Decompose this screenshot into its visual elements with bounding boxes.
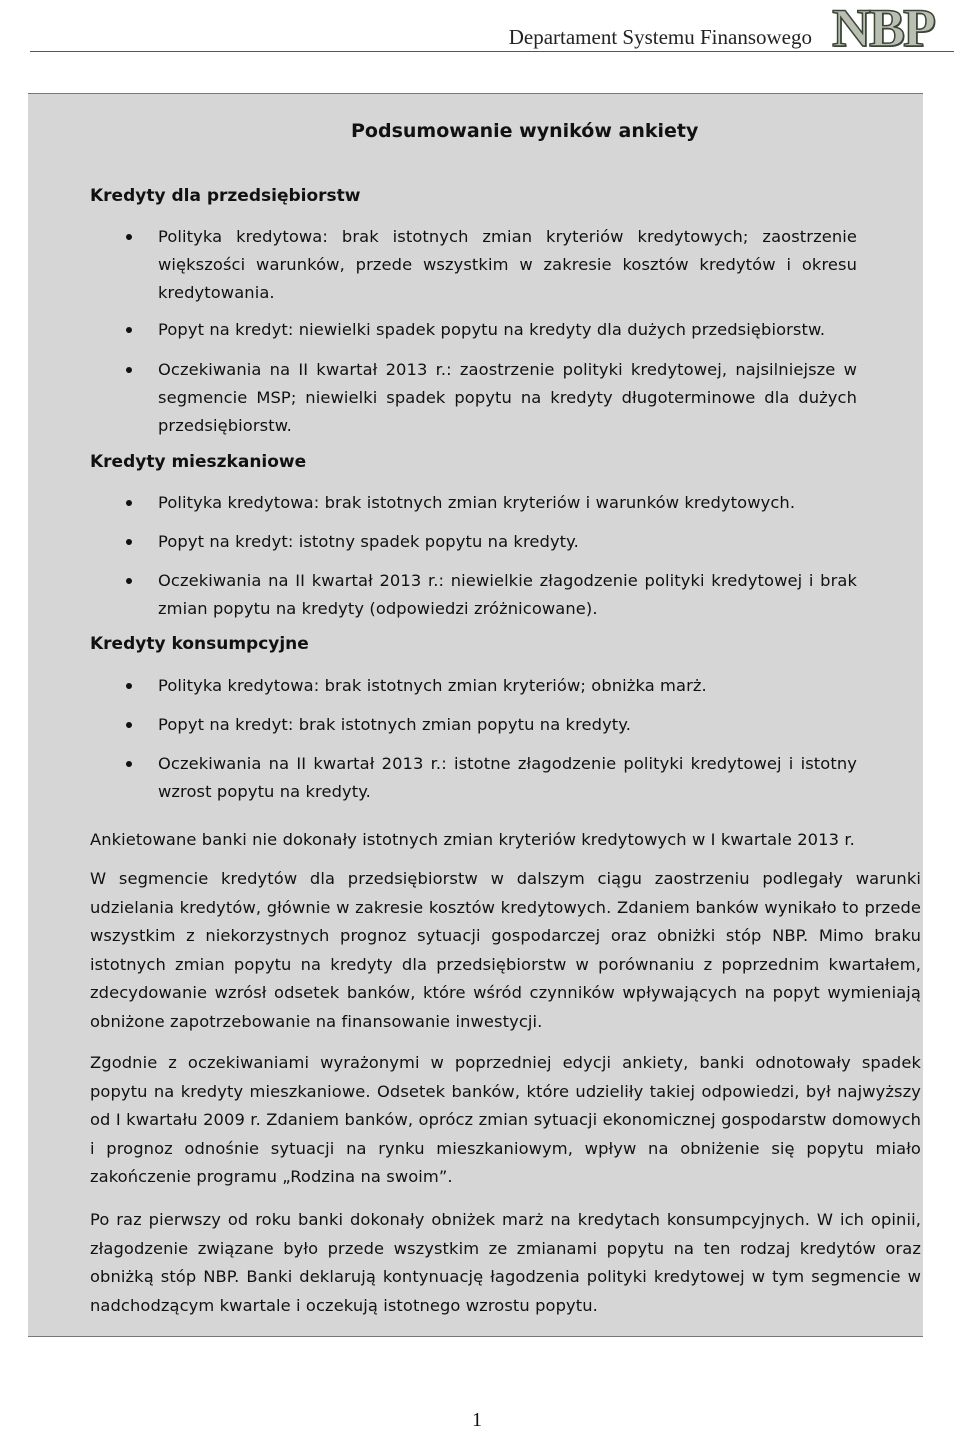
paragraph: Po raz pierwszy od roku banki dokonały obniżek marż na kredytach konsumpcyjnych. W ich opinii, złagodzenie związane było przede wszystkim ze zmianami popytu na ten rodzaj kredytów oraz obniżką stóp NBP. Banki deklarują kontynuację łagodzenia polityki kredytowej w tym segmencie w nadchodzącym kwartale i oczekują istotnego wzrostu popytu. (90, 1210, 921, 1315)
paragraph: W segmencie kredytów dla przedsiębiorstw w dalszym ciągu zaostrzeniu podlegały warunki udzielania kredytów, głównie w zakresie kosztów kredytowych. Zdaniem banków wynikało to przede wszystkim z niekorzystnych prognoz sytuacji gospodarczej oraz obniżki stóp NBP. Mimo braku istotnych zmian popytu na kredyty dla przedsiębiorstw w porównaniu z poprzednim kwartałem, zdecydowanie wzrósł odsetek banków, które wśród czynników wpływających na popyt wymieniają obniżone zapotrzebowanie na finansowanie inwestycji. (90, 869, 921, 1031)
bullet-text: Polityka kredytowa: brak istotnych zmian kryteriów i warunków kredytowych. (158, 493, 796, 512)
bullet-text: Polityka kredytowa: brak istotnych zmian kryteriów; obniżka marż. (158, 676, 707, 695)
section-heading-business-loans: Kredyty dla przedsiębiorstw (90, 186, 361, 206)
bullet-text: Oczekiwania na II kwartał 2013 r.: istotne złagodzenie polityki kredytowej i istotny wzrost popytu na kredyty. (158, 754, 857, 801)
page-number: 1 (472, 1409, 482, 1431)
nbp-logo: NBP (832, 0, 934, 58)
paragraph: Zgodnie z oczekiwaniami wyrażonymi w poprzedniej edycji ankiety, banki odnotowały spadek popytu na kredyty mieszkaniowe. Odsetek banków, które udzieliły takiej odpowiedzi, był najwyższy od I kwartału 2009 r. Zdaniem banków, oprócz zmian sytuacji ekonomicznej gospodarstw domowych i prognoz odnośnie sytuacji na rynku mieszkaniowym, wpływ na obniżenie się popytu miało zakończenie programu „Rodzina na swoim”. (90, 1053, 921, 1186)
header-divider (30, 51, 954, 52)
bullet-text: Oczekiwania na II kwartał 2013 r.: zaostrzenie polityki kredytowej, najsilniejsze w segmencie MSP; niewielki spadek popytu na kredyty długoterminowe dla dużych przedsiębiorstw. (158, 360, 857, 435)
bullet-icon (126, 722, 132, 728)
bullet-icon (126, 539, 132, 545)
bullet-icon (126, 683, 132, 689)
bullet-icon (126, 327, 132, 333)
bullet-icon (126, 500, 132, 506)
bullet-text: Popyt na kredyt: brak istotnych zmian popytu na kredyty. (158, 715, 631, 734)
paragraph: Ankietowane banki nie dokonały istotnych zmian kryteriów kredytowych w I kwartale 2013 r. (90, 830, 855, 849)
section-heading-consumer-loans: Kredyty konsumpcyjne (90, 634, 309, 654)
summary-title: Podsumowanie wyników ankiety (351, 120, 699, 142)
section-heading-housing-loans: Kredyty mieszkaniowe (90, 452, 307, 472)
bullet-text: Oczekiwania na II kwartał 2013 r.: niewielkie złagodzenie polityki kredytowej i brak zmian popytu na kredyty (odpowiedzi zróżnicowane). (158, 571, 857, 618)
bullet-text: Popyt na kredyt: niewielki spadek popytu na kredyty dla dużych przedsiębiorstw. (158, 320, 826, 339)
bullet-icon (126, 367, 132, 373)
bullet-icon (126, 761, 132, 767)
bullet-text: Popyt na kredyt: istotny spadek popytu na kredyty. (158, 532, 579, 551)
department-name: Departament Systemu Finansowego (508, 25, 812, 49)
bullet-icon (126, 234, 132, 240)
bullet-text: Polityka kredytowa: brak istotnych zmian kryteriów kredytowych; zaostrzenie większości warunków, przede wszystkim w zakresie kosztów kredytów i okresu kredytowania. (158, 227, 857, 302)
bullet-icon (126, 578, 132, 584)
